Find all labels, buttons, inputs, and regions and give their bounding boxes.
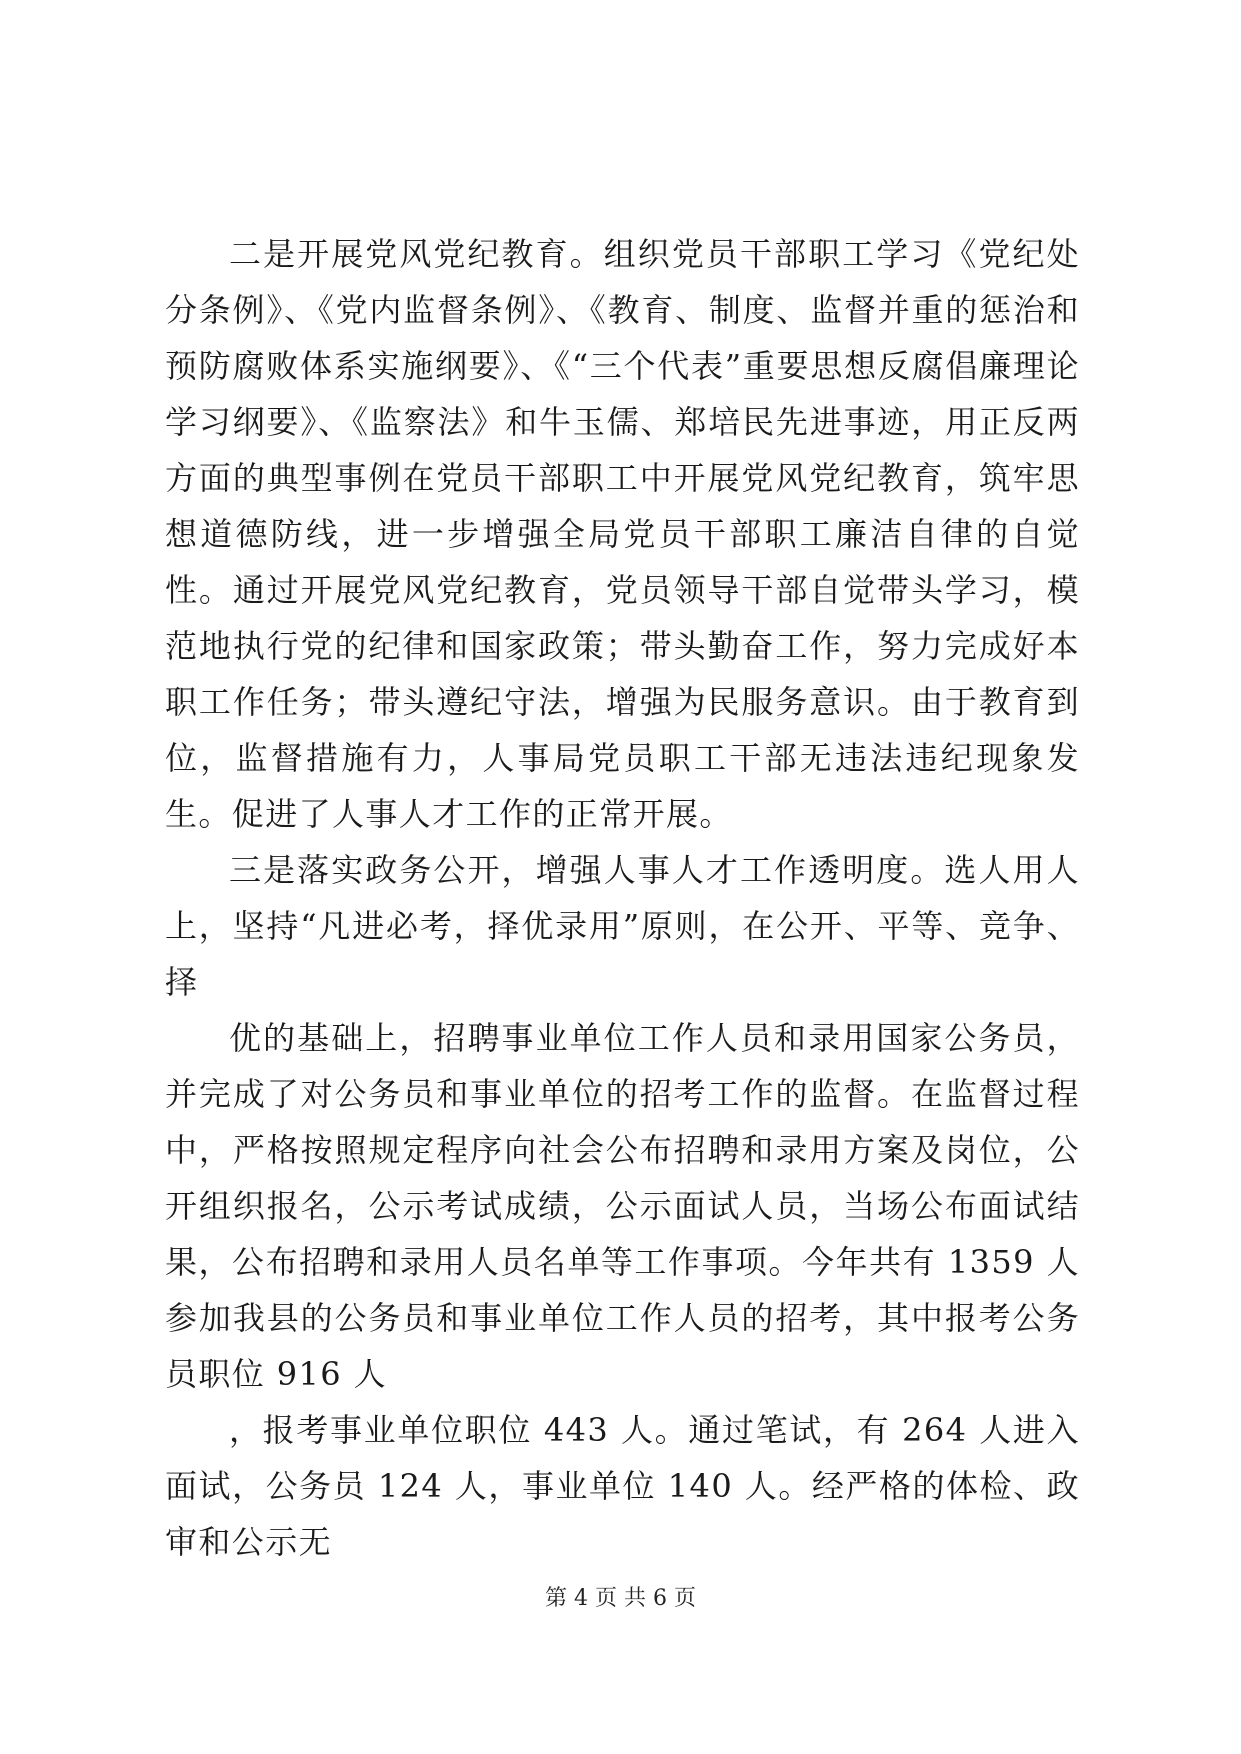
paragraph-exam-statistics: ，报考事业单位职位 443 人。通过笔试，有 264 人进入面试，公务员 124 人，事业单位 140 人。经严格的体检、政审和公示无 [165,1411,1080,1561]
paragraph-recruitment-supervision: 优的基础上，招聘事业单位工作人员和录用国家公务员，并完成了对公务员和事业单位的招考工作的监督。在监督过程中，严格按照规定程序向社会公布招聘和录用方案及岗位，公开组织报名，公示考试成绩，公示面试人员，当场公布面试结果，公布招聘和录用人员名单等工作事项。今年共有 1359 人参加我县的公务员和事业单位工作人员的招考，其中报考公务员职位 916 人 [165,1019,1080,1393]
paragraph-party-discipline-education: 二是开展党风党纪教育。组织党员干部职工学习《党纪处分条例》、《党内监督条例》、《教育、制度、监督并重的惩治和预防腐败体系实施纲要》、《“三个代表”重要思想反腐倡廉理论学习纲要》、《监察法》和牛玉儒、郑培民先进事迹，用正反两方面的典型事例在党员干部职工中开展党风党纪教育，筑牢思想道德防线，进一步增强全局党员干部职工廉洁自律的自觉性。通过开展党风党纪教育，党员领导干部自觉带头学习，模范地执行党的纪律和国家政策；带头勤奋工作，努力完成好本职工作任务；带头遵纪守法，增强为民服务意识。由于教育到位，监督措施有力，人事局党员职工干部无违法违纪现象发生。促进了人事人才工作的正常开展。 [165,235,1080,833]
paragraph-government-affairs-openness: 三是落实政务公开，增强人事人才工作透明度。选人用人上，坚持“凡进必考，择优录用”原则，在公开、平等、竞争、择 [165,851,1080,1001]
page-number-footer: 第 4 页 共 6 页 [545,1586,696,1611]
document-body [165,226,1080,1570]
